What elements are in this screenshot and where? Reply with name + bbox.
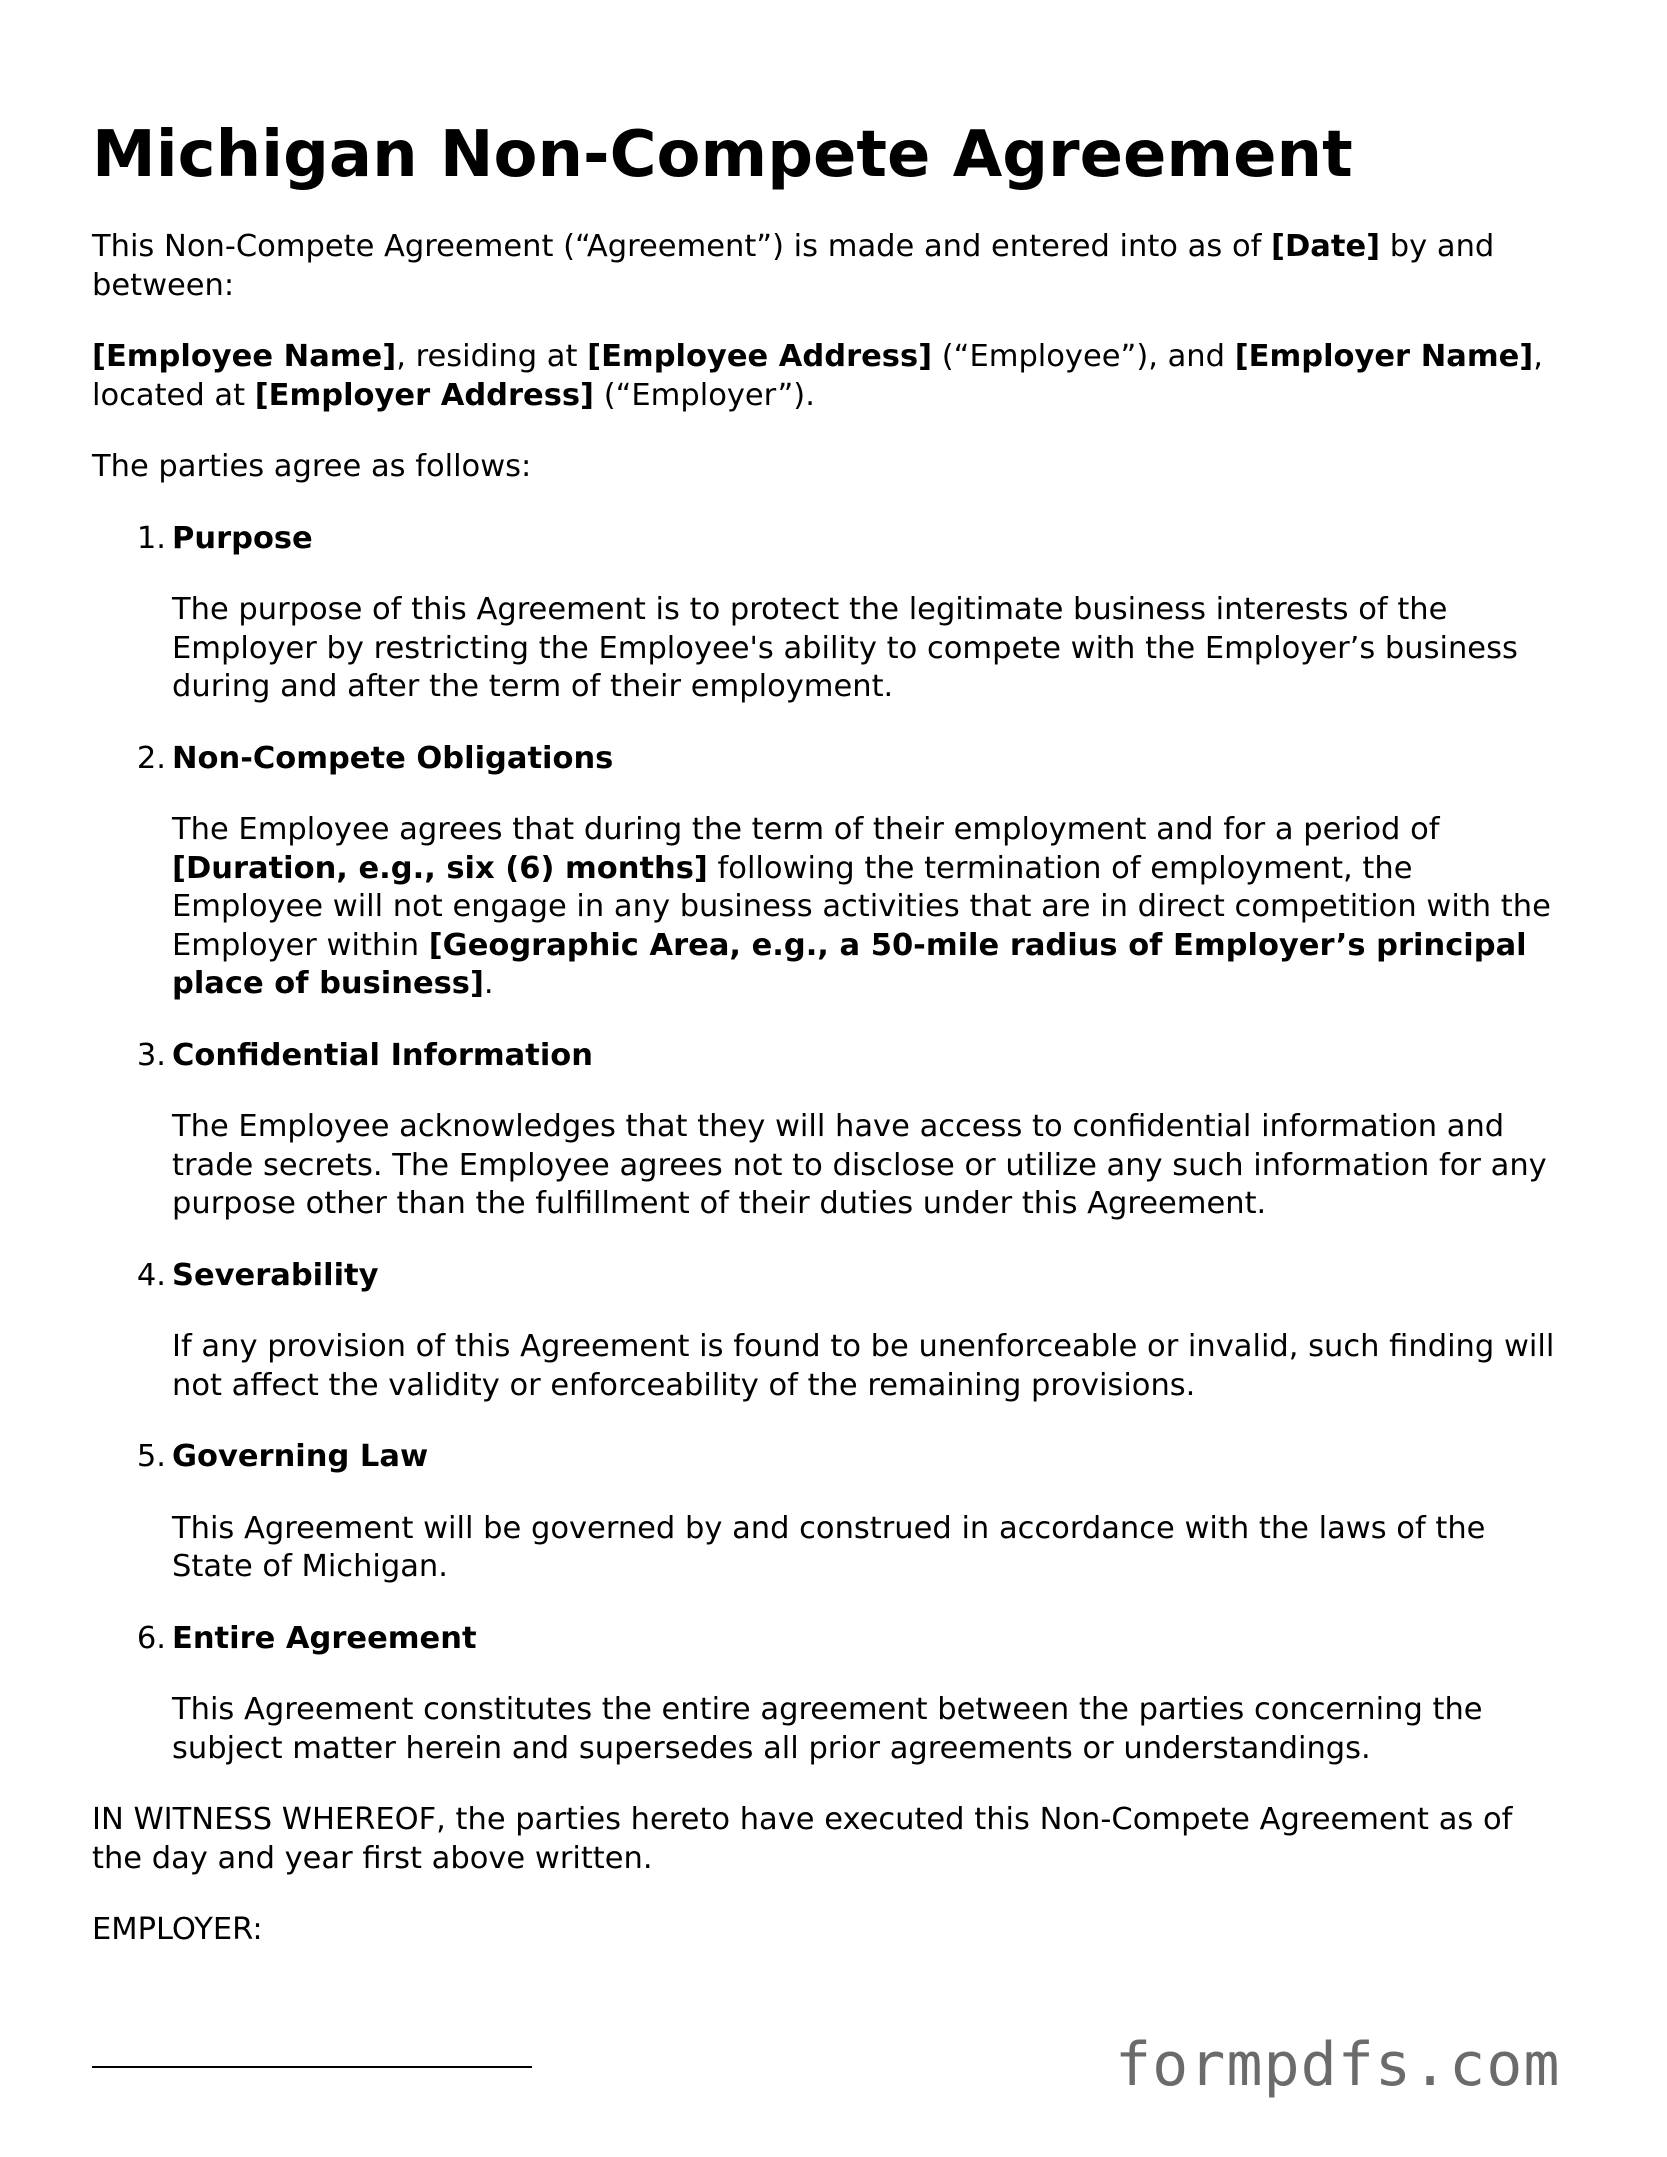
section-number: 2. — [136, 740, 166, 776]
section-body: This Agreement will be governed by and construed in accordance with the laws of the State of Michigan. — [172, 1510, 1486, 1584]
section-number: 4. — [136, 1257, 166, 1293]
parties-text-4: (“Employer”). — [594, 377, 815, 413]
witness-paragraph: IN WITNESS WHEREOF, the parties hereto have executed this Non-Compete Agreement as of the day and year first above written. — [92, 1802, 1513, 1876]
employer-signature-label: EMPLOYER: — [92, 1912, 263, 1947]
date-placeholder: [Date] — [1271, 229, 1381, 264]
body-text: following the termination of employment, the Employee will not engage in any business activities that are in direct competition with the Employer within — [172, 850, 1551, 963]
section-severability — [92, 1257, 1572, 1406]
employee-address-placeholder: [Employee Address] — [587, 339, 933, 374]
section-confidential — [92, 1037, 1572, 1224]
intro-text-2: by and between: — [92, 229, 1495, 303]
sections-list — [92, 520, 1572, 1769]
body-text: . — [483, 966, 494, 1001]
section-purpose — [92, 520, 1572, 707]
intro-text-1: This Non-Compete Agreement (“Agreement”) is made and entered into as of — [92, 229, 1272, 264]
section-heading: Purpose — [172, 520, 313, 556]
agree-text: The parties agree as follows: — [92, 449, 532, 484]
section-number: 6. — [136, 1620, 166, 1656]
duration-placeholder: [Duration, e.g., six (6) months] — [172, 850, 708, 886]
section-heading: Severability — [172, 1257, 379, 1293]
section-governing-law — [92, 1438, 1572, 1587]
employer-signature-line — [92, 2066, 532, 2068]
section-number: 5. — [136, 1439, 166, 1474]
section-heading: Governing Law — [172, 1439, 429, 1474]
employer-address-placeholder: [Employer Address] — [254, 377, 594, 413]
parties-paragraph — [92, 338, 1572, 415]
parties-text-2: (“Employee”), and — [932, 339, 1235, 374]
section-number: 3. — [136, 1037, 166, 1073]
watermark: formpdfs.com — [1115, 2030, 1561, 2100]
section-body: The purpose of this Agreement is to protect the legitimate business interests of the Employer by restricting the Employee's ability to compete with the Employer’s business during and after the term of their employment. — [172, 592, 1518, 704]
section-body: If any provision of this Agreement is found to be unenforceable or invalid, such finding will not affect the validity or enforceability of the remaining provisions. — [172, 1329, 1555, 1403]
section-body: This Agreement constitutes the entire agreement between the parties concerning the subject matter herein and supersedes all prior agreements or understandings. — [172, 1692, 1483, 1766]
section-number: 1. — [136, 520, 166, 556]
body-text: The Employee agrees that during the term of their employment and for a period of — [172, 812, 1440, 847]
employer-name-placeholder: [Employer Name] — [1234, 339, 1534, 374]
section-body: The Employee acknowledges that they will have access to confidential information and trade secrets. The Employee agrees not to disclose or utilize any such information for any purpose other than the fulfillment of their duties under this Agreement. — [172, 1109, 1547, 1221]
parties-text-3: , located at — [92, 339, 1543, 413]
section-heading: Non-Compete Obligations — [172, 740, 614, 776]
document-title: Michigan Non-Compete Agreement — [92, 118, 1353, 192]
section-non-compete — [92, 740, 1572, 1004]
section-heading: Entire Agreement — [172, 1620, 477, 1656]
section-body — [172, 811, 1572, 1004]
section-heading: Confidential Information — [172, 1037, 593, 1073]
document-page — [92, 112, 1572, 1950]
intro-paragraph — [92, 228, 1572, 305]
employee-name-placeholder: [Employee Name] — [92, 339, 397, 374]
section-entire-agreement — [92, 1620, 1572, 1769]
area-placeholder: [Geographic Area, e.g., a 50-mile radius of Employer’s principal place of business] — [172, 927, 1527, 1001]
parties-text-1: , residing at — [396, 339, 588, 374]
